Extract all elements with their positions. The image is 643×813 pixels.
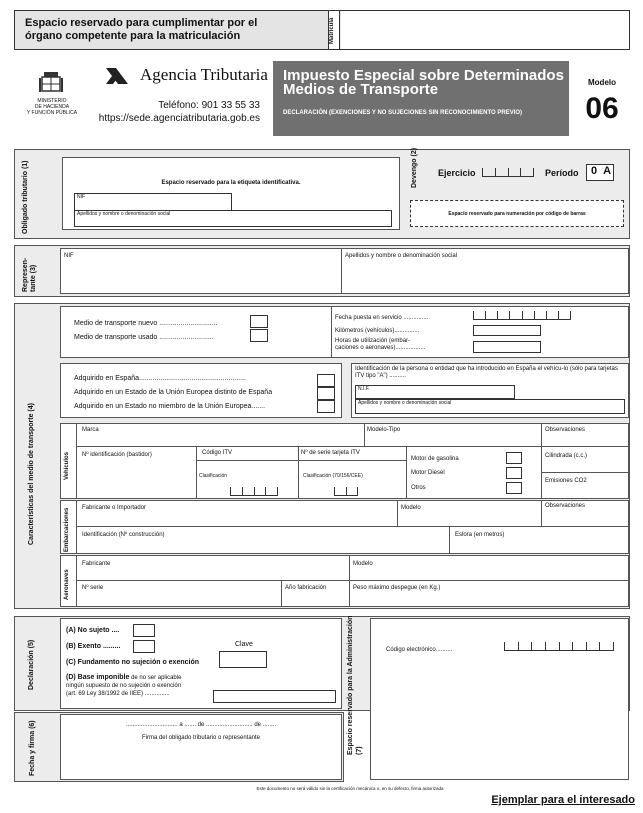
adquirido-espana-label: Adquirido en España.......................................................: [74, 375, 246, 382]
horas-field[interactable]: [473, 341, 541, 353]
agency-url[interactable]: https://sede.agenciatributaria.gob.es: [98, 113, 260, 124]
declaracion-label: Declaración (5): [28, 639, 35, 690]
adquirido-ue-checkbox[interactable]: [317, 387, 335, 400]
nuevo-label: Medio de transporte nuevo ..............................: [74, 320, 218, 327]
ejemplar-interesado: Ejemplar para el interesado: [491, 794, 635, 806]
barcode-text: Espacio reservado para numeración por código de barras: [448, 211, 586, 217]
diesel-checkbox[interactable]: [506, 467, 522, 479]
adquirido-no-ue-checkbox[interactable]: [317, 400, 335, 413]
periodo-field[interactable]: 0A: [586, 164, 614, 181]
obligado-label: Obligado tributario (1): [22, 160, 29, 234]
clave-label: Clave: [235, 641, 253, 648]
no-sujeto-checkbox[interactable]: [133, 624, 155, 637]
caracteristicas-label: Características del medio de transporte (4): [28, 403, 35, 545]
identificacion-persona-label: Identificación de la persona o entidad que ha introducido en España el vehícu-lo (sólo para tarjetas ITV tipo "A") ..........: [355, 366, 618, 379]
obligado-nif-field[interactable]: [74, 193, 232, 211]
representante-nif-field[interactable]: [60, 248, 342, 294]
bastidor-label[interactable]: Nº identificación (bastidor): [82, 452, 152, 458]
clave-field[interactable]: [219, 651, 267, 668]
kilometros-label: Kilómetros (vehículos)...............: [335, 328, 420, 334]
base-imponible-field[interactable]: [213, 690, 336, 703]
embarcacion-observaciones-label[interactable]: Observaciones: [545, 503, 586, 509]
horas-label: Horas de utilización (embar- caciones o aeronaves)..................: [335, 338, 426, 351]
otros-checkbox[interactable]: [506, 482, 522, 494]
codigo-electronico-field[interactable]: [504, 642, 614, 651]
agencia-logo-icon: [104, 64, 130, 86]
firma-text: Firma del obligado tributario o representante: [141, 735, 261, 741]
ejercicio-label: Ejercicio: [438, 168, 476, 178]
embarcacion-modelo-label[interactable]: Modelo: [401, 505, 421, 511]
clasificacion-field[interactable]: [230, 487, 278, 496]
firma-label: Fecha y firma (6): [29, 720, 36, 776]
rep-nif-label: NIF: [64, 253, 74, 259]
observaciones-label[interactable]: Observaciones: [545, 427, 586, 433]
aeronave-serie-label[interactable]: Nº serie: [82, 585, 104, 591]
obligado-apellidos-field[interactable]: [74, 210, 392, 227]
representante-label: Represen-tante (3): [22, 257, 37, 292]
diesel-label: Motor Diesel: [411, 470, 445, 476]
adquirido-no-ue-label: Adquirido en un Estado no miembro de la Unión Europea.......: [74, 403, 266, 410]
base-rest: de no ser aplicable ningún supuesto de no sujeción o exención (art. 69 Ley 38/1992 de IIEE) ...............: [66, 675, 182, 697]
footer-nota: Este documento no será válido sin la certificación mecánica o, en su defecto, firma autorizada: [256, 786, 444, 791]
persona-nif-field[interactable]: [355, 385, 515, 399]
ejercicio-field[interactable]: [482, 168, 534, 177]
aeronaves-label: Aeronaves: [64, 569, 70, 600]
apellidos-label: Apellidos y nombre o denominación social: [77, 211, 171, 217]
agency-phone: Teléfono: 901 33 55 33: [158, 100, 260, 111]
codigo-electronico-label: Código electrónico..........: [386, 647, 453, 653]
usado-label: Medio de transporte usado ............................: [74, 334, 214, 341]
adquirido-ue-label: Adquirido en un Estado de la Unión Europea distinto de España: [74, 389, 273, 396]
fecha-servicio-field[interactable]: [473, 311, 571, 320]
gasolina-label: Motor de gasolina: [411, 456, 459, 462]
modelo-tipo-label[interactable]: Modelo-Tipo: [367, 427, 401, 433]
persona-apellidos-label: Apellidos y nombre o denominación social: [358, 400, 452, 406]
modelo-number: 06: [585, 92, 619, 125]
matricula-field[interactable]: [341, 11, 629, 49]
aeronave-fabricante-label[interactable]: Fabricante: [82, 561, 111, 567]
matricula-label: Matrícula: [329, 17, 335, 44]
codigo-itv-label: Código ITV: [202, 450, 233, 456]
nuevo-checkbox[interactable]: [250, 315, 268, 328]
embarcaciones-label: Embarcaciones: [64, 507, 70, 552]
lugar-fecha-label: ............................... a ....... de ............................ de ........: [125, 722, 277, 728]
persona-nif-label: N.I.F.: [358, 386, 370, 392]
identificacion-construccion-label[interactable]: Identificación (Nº construcción): [82, 532, 165, 538]
ministry-name: MINISTERIO DE HACIENDA Y FUNCIÓN PÚBLICA: [26, 98, 78, 116]
clasificacion-label: Clasificación: [199, 473, 228, 479]
clasificacion2-field[interactable]: [334, 487, 358, 496]
aeronaves-box: [60, 555, 629, 607]
rep-apellidos-label: Apellidos y nombre o denominación social: [345, 253, 458, 259]
periodo-label: Período: [545, 168, 579, 178]
exento-label: (B) Exento .........: [66, 643, 121, 650]
persona-apellidos-field[interactable]: [355, 399, 625, 414]
fecha-servicio-label: Fecha puesta en servicio ...............: [335, 315, 429, 321]
emisiones-label[interactable]: Emisiones CO2: [545, 478, 587, 484]
fabricante-importador-label[interactable]: Fabricante o Importador: [82, 505, 147, 511]
eslora-label[interactable]: Eslora (en metros): [455, 532, 505, 538]
fundamento-label: (C) Fundamento no sujeción o exención: [66, 659, 200, 666]
modelo-label: Modelo: [588, 78, 616, 87]
aeronave-anio-label[interactable]: Año fabricación: [285, 585, 327, 591]
adquirido-espana-checkbox[interactable]: [317, 374, 335, 387]
otros-label: Otros: [411, 485, 426, 491]
representante-apellidos-field[interactable]: [341, 248, 629, 294]
administracion-label: Espacio reservado para la Administración (7): [347, 615, 363, 755]
reserved-title: Espacio reservado para cumplimentar por el órgano competente para la matriculación: [25, 17, 258, 42]
agency-name: Agencia Tributaria: [140, 65, 268, 84]
matriculation-header: [14, 10, 630, 50]
aeronave-peso-label[interactable]: Peso máximo despegue (en Kg.): [353, 585, 441, 591]
serie-itv-label: Nº de serie tarjeta ITV: [301, 450, 360, 456]
ministry-emblem: [38, 70, 64, 96]
marca-label[interactable]: Marca: [82, 427, 99, 433]
form-title: Impuesto Especial sobre Determinados Medios de Transporte: [283, 67, 564, 98]
exento-checkbox[interactable]: [133, 640, 155, 653]
usado-checkbox[interactable]: [250, 329, 268, 342]
clasificacion2-label: Clasificación (70/156/CEE): [303, 473, 363, 479]
barcode-box: [410, 200, 624, 227]
nif-label: NIF: [77, 194, 86, 200]
cilindrada-label[interactable]: Cilindrada (c.c.): [545, 453, 588, 459]
gasolina-checkbox[interactable]: [506, 452, 522, 464]
devengo-label: Devengo (2): [411, 147, 418, 188]
form-title-box: [273, 61, 569, 136]
aeronave-modelo-label[interactable]: Modelo: [353, 561, 373, 567]
nuevo-usado-box: [60, 306, 332, 358]
vehiculos-label: Vehículos: [64, 451, 70, 480]
form-subtitle: DECLARACIÓN (EXENCIONES Y NO SUJECIONES SIN RECONOCIMIENTO PREVIO): [283, 110, 523, 116]
kilometros-field[interactable]: [473, 325, 541, 336]
no-sujeto-label: (A) No sujeto ....: [66, 627, 120, 634]
base-bold: (D) Base imponible: [66, 674, 130, 681]
etiqueta-text: Espacio reservado para la etiqueta identificativa.: [161, 180, 301, 186]
